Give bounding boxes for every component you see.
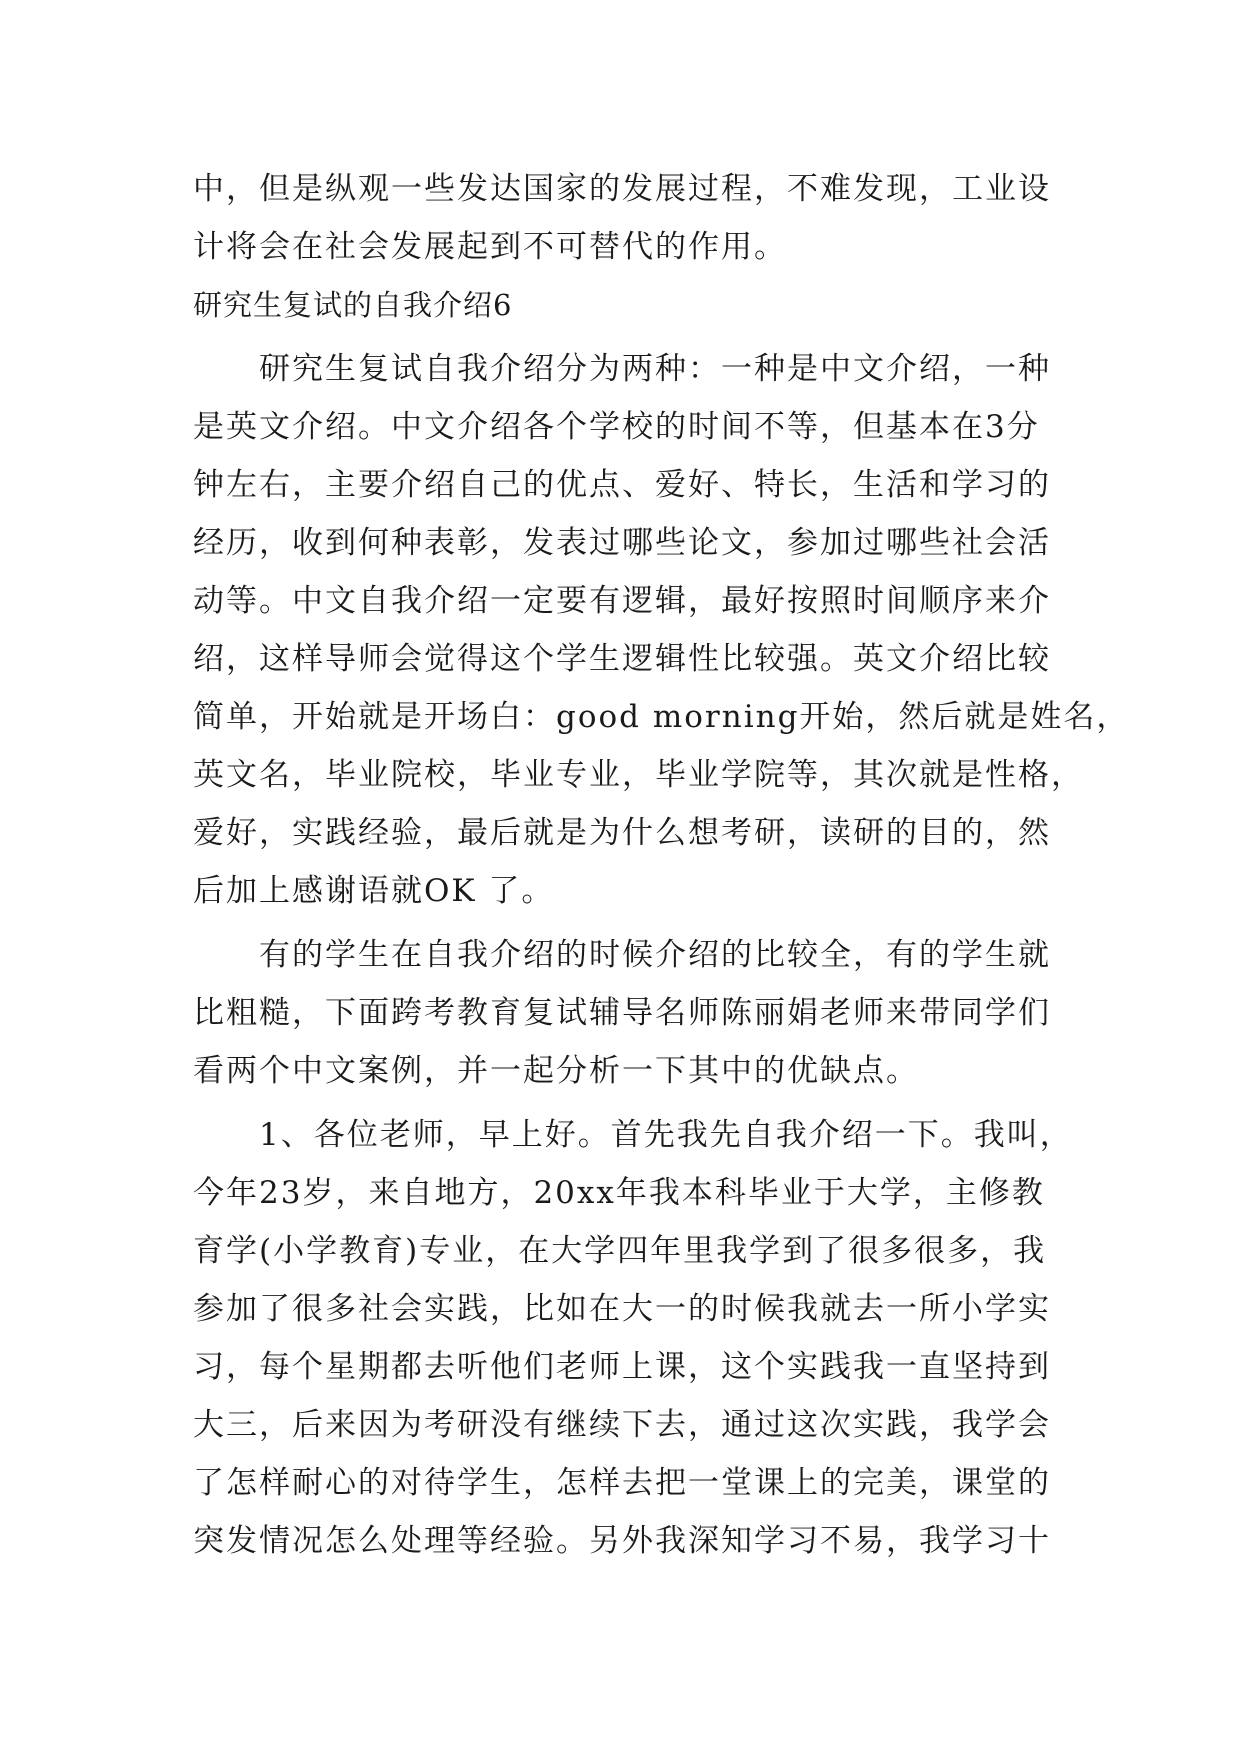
text-line: 研究生复试自我介绍分为两种：一种是中文介绍，一种 — [193, 351, 1051, 387]
text-line: 大三，后来因为考研没有继续下去，通过这次实践，我学会 — [193, 1407, 1051, 1443]
text-line: 绍，这样导师会觉得这个学生逻辑性比较强。英文介绍比较 — [193, 641, 1051, 677]
paragraph-case-intro — [193, 926, 1053, 1100]
text-line: 1、各位老师，早上好。首先我先自我介绍一下。我叫， — [193, 1117, 1073, 1153]
text-line: 爱好，实践经验，最后就是为什么想考研，读研的目的，然 — [193, 815, 1051, 851]
continued-paragraph — [193, 160, 1053, 276]
text-line: 有的学生在自我介绍的时候介绍的比较全，有的学生就 — [193, 937, 1051, 973]
text-line: 动等。中文自我介绍一定要有逻辑，最好按照时间顺序来介 — [193, 583, 1051, 619]
paragraph-intro-types — [193, 340, 1130, 920]
text-line: 经历，收到何种表彰，发表过哪些论文，参加过哪些社会活 — [193, 525, 1051, 561]
text-line: 后加上感谢语就OK 了。 — [193, 873, 555, 909]
text-line: 育学(小学教育)专业，在大学四年里我学到了很多很多，我 — [193, 1233, 1047, 1269]
text-line: 习，每个星期都去听他们老师上课，这个实践我一直坚持到 — [193, 1349, 1051, 1385]
text-line: 简单，开始就是开场白：good morning开始，然后就是姓名， — [193, 699, 1130, 735]
text-line: 看两个中文案例，并一起分析一下其中的优缺点。 — [193, 1053, 919, 1089]
text-line: 中，但是纵观一些发达国家的发展过程，不难发现，工业设 — [193, 171, 1051, 207]
text-line: 是英文介绍。中文介绍各个学校的时间不等，但基本在3分 — [193, 409, 1040, 445]
text-line: 计将会在社会发展起到不可替代的作用。 — [193, 229, 787, 265]
text-line: 了怎样耐心的对待学生，怎样去把一堂课上的完美，课堂的 — [193, 1465, 1051, 1501]
document-page — [193, 160, 1130, 1570]
paragraph-case-1 — [193, 1106, 1073, 1570]
text-line: 参加了很多社会实践，比如在大一的时候我就去一所小学实 — [193, 1291, 1051, 1327]
section-heading: 研究生复试的自我介绍6 — [193, 288, 513, 322]
text-line: 突发情况怎么处理等经验。另外我深知学习不易，我学习十 — [193, 1523, 1051, 1559]
text-line: 英文名，毕业院校，毕业专业，毕业学院等，其次就是性格， — [193, 757, 1084, 793]
text-line: 钟左右，主要介绍自己的优点、爱好、特长，生活和学习的 — [193, 467, 1051, 503]
text-line: 今年23岁，来自地方，20xx年我本科毕业于大学，主修教 — [193, 1175, 1045, 1211]
text-line: 比粗糙，下面跨考教育复试辅导名师陈丽娟老师来带同学们 — [193, 995, 1051, 1031]
